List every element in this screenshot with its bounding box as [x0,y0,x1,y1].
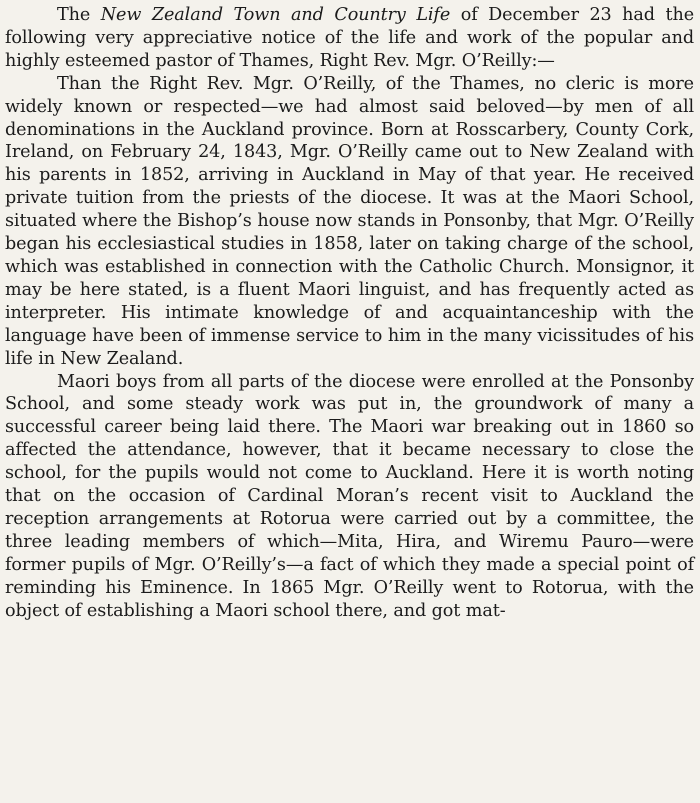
publication-title: New Zealand Town and Country Life [100,5,451,25]
intro-paragraph [5,4,694,73]
biography-paragraph: Than the Right Rev. Mgr. O’Reilly, of the Thames, no cleric is more widely known or respected—we had almost said beloved—by men of all denominations in the Auckland province. Born at Rosscarbery, County Cork, Ireland, on February 24, 1843, Mgr. O’Reilly came out to New Zealand with his parents in 1852, arriving in Auckland in May of that year. He received private tuition from the priests of the diocese. It was at the Maori School, situated where the Bishop’s house now stands in Ponsonby, that Mgr. O’Reilly began his ecclesiastical studies in 1858, later on taking charge of the school, which was established in connection with the Catholic Church. Monsignor, it may be here stated, is a fluent Maori linguist, and has frequently acted as interpreter. His intimate knowledge of and acquaintanceship with the language have been of immense service to him in the many vicissitudes of his life in New Zealand. [5,73,694,369]
article-column [5,4,694,622]
intro-lead: The [57,5,101,25]
maori-school-paragraph: Maori boys from all parts of the diocese were enrolled at the Ponsonby School, and some steady work was put in, the groundwork of many a successful career being laid there. The Maori war breaking out in 1860 so affected the attendance, however, that it became necessary to close the school, for the pupils would not come to Auckland. Here it is worth noting that on the occasion of Cardinal Moran’s recent visit to Auckland the reception arrangements at Rotorua were carried out by a committee, the three leading members of which—Mita, Hira, and Wiremu Pauro—were former pupils of Mgr. O’Reilly’s—a fact of which they made a special point of reminding his Eminence. In 1865 Mgr. O’Reilly went to Rotorua, with the object of establishing a Maori school there, and got mat- [5,371,694,621]
intro-rest: of December 23 had the following very appreciative notice of the life and work of the popular and highly esteemed pastor of Thames, Right Rev. Mgr. O’Reilly:— [5,5,695,71]
